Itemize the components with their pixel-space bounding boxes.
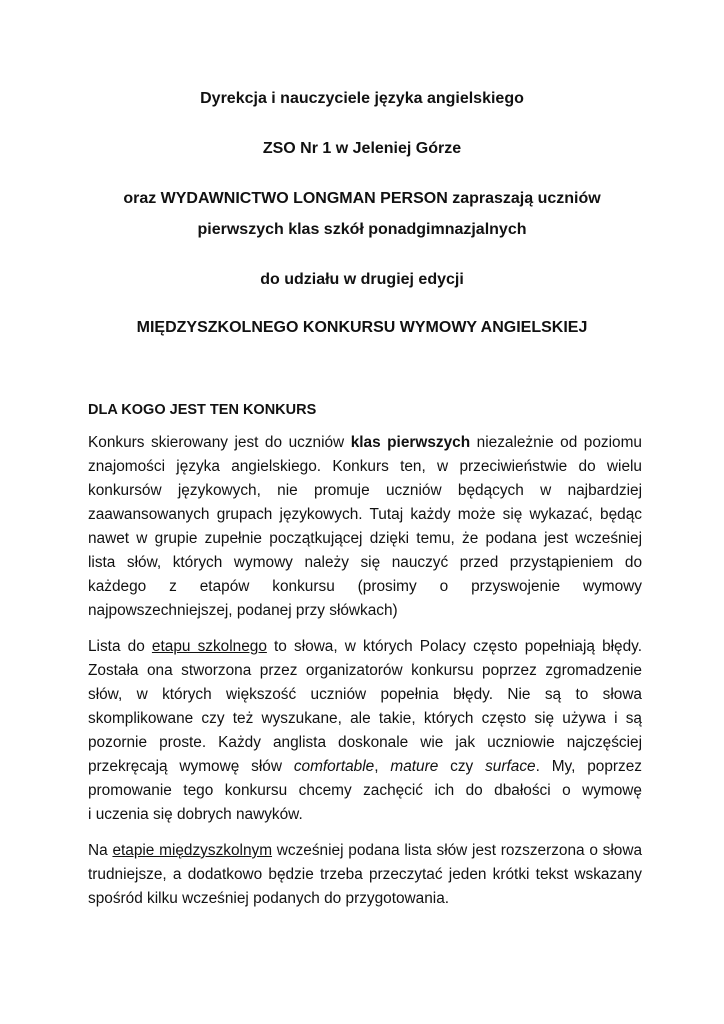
italic-word: mature (390, 758, 439, 775)
text-run: , (374, 758, 391, 775)
underlined-text: etapu szkolnego (151, 638, 267, 655)
paragraph-line (88, 431, 642, 455)
paragraph-line: pozornie proste. Każdy anglista doskonale wie jak uczniowie najczęściej (88, 734, 642, 751)
text-run: niezależnie od poziomu (470, 434, 642, 451)
text-run: to słowa, w których Polacy często popełniają błędy. (266, 638, 642, 655)
paragraph-line: lista słów, których wymowy należy się nauczyć przed przystąpieniem do (88, 554, 642, 571)
paragraph-line (88, 839, 642, 863)
paragraph-school-stage (88, 635, 642, 827)
paragraph-line: nawet w grupie zupełnie początkującej dzięki temu, że podana jest wcześniej (88, 530, 642, 547)
paragraph-line: słów, w których większość uczniów popełnia błędy. Nie są to słowa (88, 686, 642, 703)
paragraph-line: i uczenia się dobrych nawyków. (88, 806, 303, 823)
text-run: . My, poprzez (535, 758, 643, 775)
paragraph-line: promowanie tego konkursu chcemy zachęcić ich do dbałości o wymowę (88, 782, 642, 799)
text-run: wcześniej podana lista słów jest rozszerzona o słowa (272, 842, 642, 859)
italic-word: comfortable (293, 758, 375, 775)
text-run: przekręcają wymowę słów (88, 758, 294, 775)
paragraph-line: znajomości języka angielskiego. Konkurs ten, w przeciwieństwie do wielu (88, 458, 642, 475)
header-line-audience: pierwszych klas szkół ponadgimnazjalnych (197, 221, 527, 238)
paragraph-line: Została ona stworzona przez organizatorów konkursu poprzez zgromadzenie (88, 662, 642, 679)
paragraph-line (88, 755, 642, 779)
header-line-edition: do udziału w drugiej edycji (260, 271, 464, 288)
underlined-text: etapie międzyszkolnym (112, 842, 273, 859)
header-line-contest-name: MIĘDZYSZKOLNEGO KONKURSU WYMOWY ANGIELSKIEJ (136, 319, 588, 336)
section-title: DLA KOGO JEST TEN KONKURS (88, 402, 317, 418)
paragraph-line: każdego z etapów konkursu (prosimy o przyswojenie wymowy (88, 578, 642, 595)
paragraph-interschool-stage (88, 839, 642, 911)
paragraph-line: spośród kilku wcześniej podanych do przygotowania. (88, 890, 450, 907)
text-run: Na (88, 842, 113, 859)
paragraph-line: trudniejsze, a dodatkowo będzie trzeba przeczytać jeden krótki tekst wskazany (88, 866, 642, 883)
header-line-organizers: Dyrekcja i nauczyciele języka angielskiego (200, 90, 524, 107)
paragraph-who (88, 431, 642, 623)
paragraph-line: skomplikowane czy też wyszukane, ale takie, których często się używa i są (88, 710, 642, 727)
header-line-invitation: oraz WYDAWNICTWO LONGMAN PERSON zapraszają uczniów (123, 190, 601, 207)
text-run: czy (438, 758, 486, 775)
paragraph-line (88, 635, 642, 659)
text-run: Lista do (88, 638, 152, 655)
header-line-school: ZSO Nr 1 w Jeleniej Górze (262, 140, 462, 157)
paragraph-line: najpowszechniejszej, podanej przy słówkach) (88, 602, 398, 619)
paragraph-line: zaawansowanych grupach językowych. Tutaj każdy może się wykazać, będąc (88, 506, 642, 523)
bold-text: klas pierwszych (350, 434, 471, 451)
paragraph-line: konkursów językowych, nie promuje uczniów będących w najbardziej (88, 482, 642, 499)
italic-word: surface (485, 758, 536, 775)
text-run: Konkurs skierowany jest do uczniów (88, 434, 351, 451)
